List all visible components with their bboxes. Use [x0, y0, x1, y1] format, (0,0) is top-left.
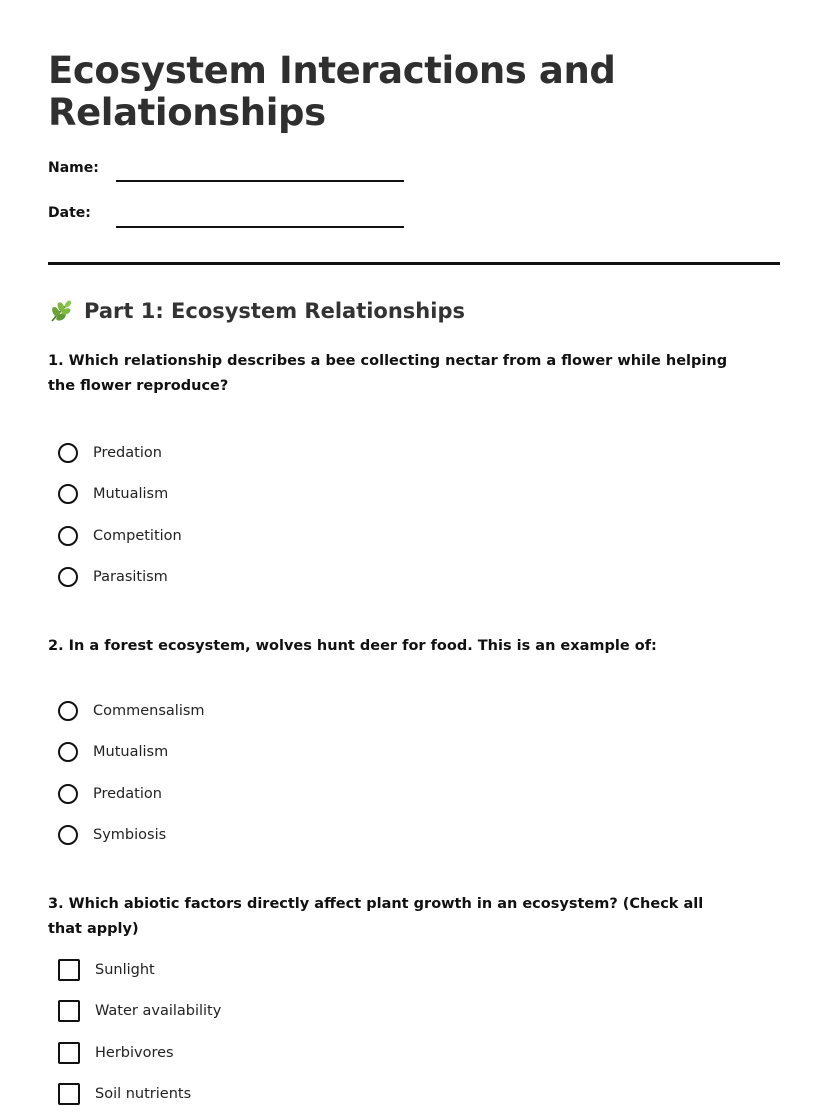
date-label: Date: — [48, 205, 91, 221]
q2-option-mutualism[interactable] — [58, 739, 168, 765]
checkbox[interactable] — [58, 1042, 80, 1064]
q2-option-predation[interactable] — [58, 781, 162, 807]
radio-button[interactable] — [58, 443, 78, 463]
radio-button[interactable] — [58, 484, 78, 504]
question-2: 2. In a forest ecosystem, wolves hunt deer for food. This is an example of: — [48, 638, 657, 654]
q2-option-symbiosis[interactable] — [58, 822, 166, 848]
section-heading — [48, 298, 465, 324]
question-3: 3. Which abiotic factors directly affect plant growth in an ecosystem? (Check all that apply) — [48, 896, 704, 937]
radio-button[interactable] — [58, 784, 78, 804]
section-heading-text: Part 1: Ecosystem Relationships — [84, 299, 465, 323]
radio-button[interactable] — [58, 701, 78, 721]
option-label: Commensalism — [93, 703, 205, 719]
option-label: Sunlight — [95, 962, 155, 978]
q1-option-mutualism[interactable] — [58, 481, 168, 507]
q1-option-predation[interactable] — [58, 440, 162, 466]
radio-button[interactable] — [58, 526, 78, 546]
checkbox[interactable] — [58, 1083, 80, 1105]
date-field[interactable] — [116, 226, 404, 228]
option-label: Competition — [93, 528, 182, 544]
q1-option-competition[interactable] — [58, 523, 182, 549]
page-title: Ecosystem Interactions and Relationships — [48, 49, 616, 134]
header-divider — [48, 262, 780, 265]
option-label: Predation — [93, 786, 162, 802]
name-field[interactable] — [116, 180, 404, 182]
q3-option-herbivores[interactable] — [58, 1040, 174, 1066]
radio-button[interactable] — [58, 567, 78, 587]
q3-option-water-availability[interactable] — [58, 998, 221, 1024]
option-label: Mutualism — [93, 744, 169, 760]
radio-button[interactable] — [58, 825, 78, 845]
option-label: Parasitism — [93, 569, 168, 585]
checkbox[interactable] — [58, 1000, 80, 1022]
radio-button[interactable] — [58, 742, 78, 762]
q3-option-soil-nutrients[interactable] — [58, 1081, 191, 1107]
name-label: Name: — [48, 160, 99, 176]
option-label: Herbivores — [95, 1045, 174, 1061]
option-label: Predation — [93, 445, 162, 461]
question-1: 1. Which relationship describes a bee collecting nectar from a flower while helping the flower reproduce? — [48, 353, 728, 394]
q3-option-sunlight[interactable] — [58, 957, 155, 983]
option-label: Mutualism — [93, 486, 169, 502]
option-label: Soil nutrients — [95, 1086, 192, 1102]
leaf-icon — [48, 298, 74, 324]
q1-option-parasitism[interactable] — [58, 564, 168, 590]
checkbox[interactable] — [58, 959, 80, 981]
option-label: Water availability — [95, 1003, 222, 1019]
q2-option-commensalism[interactable] — [58, 698, 205, 724]
option-label: Symbiosis — [93, 827, 167, 843]
